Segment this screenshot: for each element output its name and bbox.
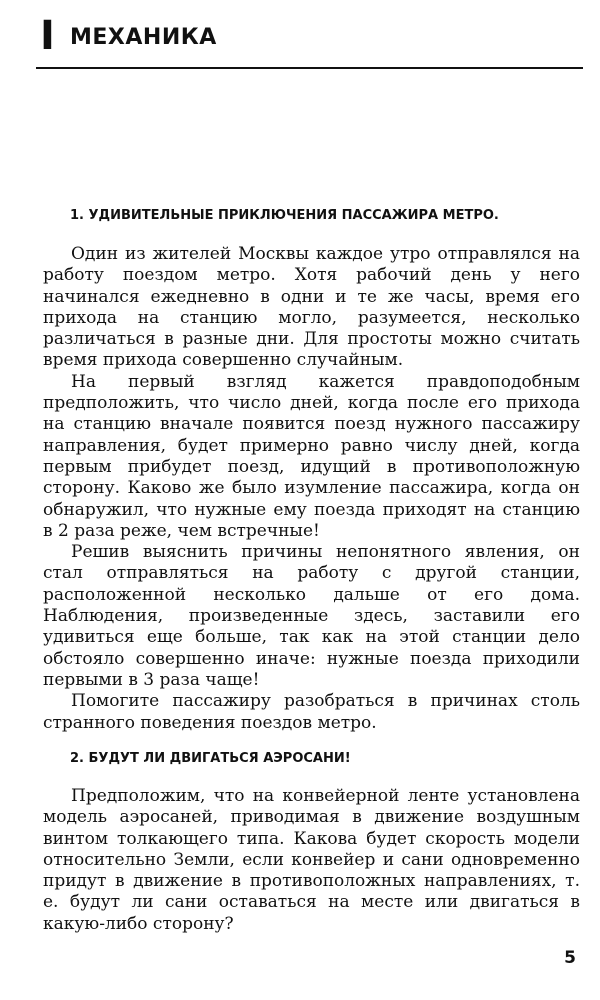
- paragraph: На первый взгляд кажется правдоподобным предположить, что число дней, когда после его прихода на станцию вначале появится поезд нужного пассажиру направления, будет примерно равно числу дней, когда первым прибудет поезд, идущий в противоположную сторону. Каково же было изумление пассажира, когда он обнаружил, что нужные ему поезда приходят на станцию в 2 раза реже, чем встречные!: [43, 371, 580, 541]
- paragraph: Один из жителей Москвы каждое утро отправлялся на работу поездом метро. Хотя рабочий день у него начинался ежедневно в одни и те же часы, время его прихода на станцию могло, разумеется, несколько различаться в разные дни. Для простоты можно считать время прихода совершенно случайным.: [43, 244, 580, 371]
- page-number: 5: [564, 948, 576, 968]
- section-title: 1. УДИВИТЕЛЬНЫЕ ПРИКЛЮЧЕНИЯ ПАССАЖИРА МЕТРО.: [70, 208, 499, 223]
- section-title: 2. БУДУТ ЛИ ДВИГАТЬСЯ АЭРОСАНИ!: [70, 751, 351, 766]
- section-body: [43, 244, 580, 734]
- header-rule: [36, 67, 583, 69]
- chapter-title: МЕХАНИКА: [70, 25, 217, 50]
- chapter-header: [36, 8, 582, 70]
- chapter-number: I: [40, 13, 55, 59]
- paragraph: Решив выяснить причины непонятного явления, он стал отправляться на работу с другой станции, расположенной несколько дальше от его дома. Наблюдения, произведенные здесь, заставили его удивиться еще больше, так как на этой станции дело обстояло совершенно иначе: нужные поезда приходили первыми в 3 раза чаще!: [43, 542, 580, 690]
- paragraph: Предположим, что на конвейерной ленте установлена модель аэросаней, приводимая в движение воздушным винтом толкающего типа. Какова будет скорость модели относительно Земли, если конвейер и сани одновременно придут в движение в противоположных направлениях, т. е. будут ли сани оставаться на месте или двигаться в какую-либо сторону?: [43, 786, 580, 934]
- paragraph: Помогите пассажиру разобраться в причинах столь странного поведения поездов метро.: [43, 691, 580, 733]
- section-body: [43, 786, 580, 935]
